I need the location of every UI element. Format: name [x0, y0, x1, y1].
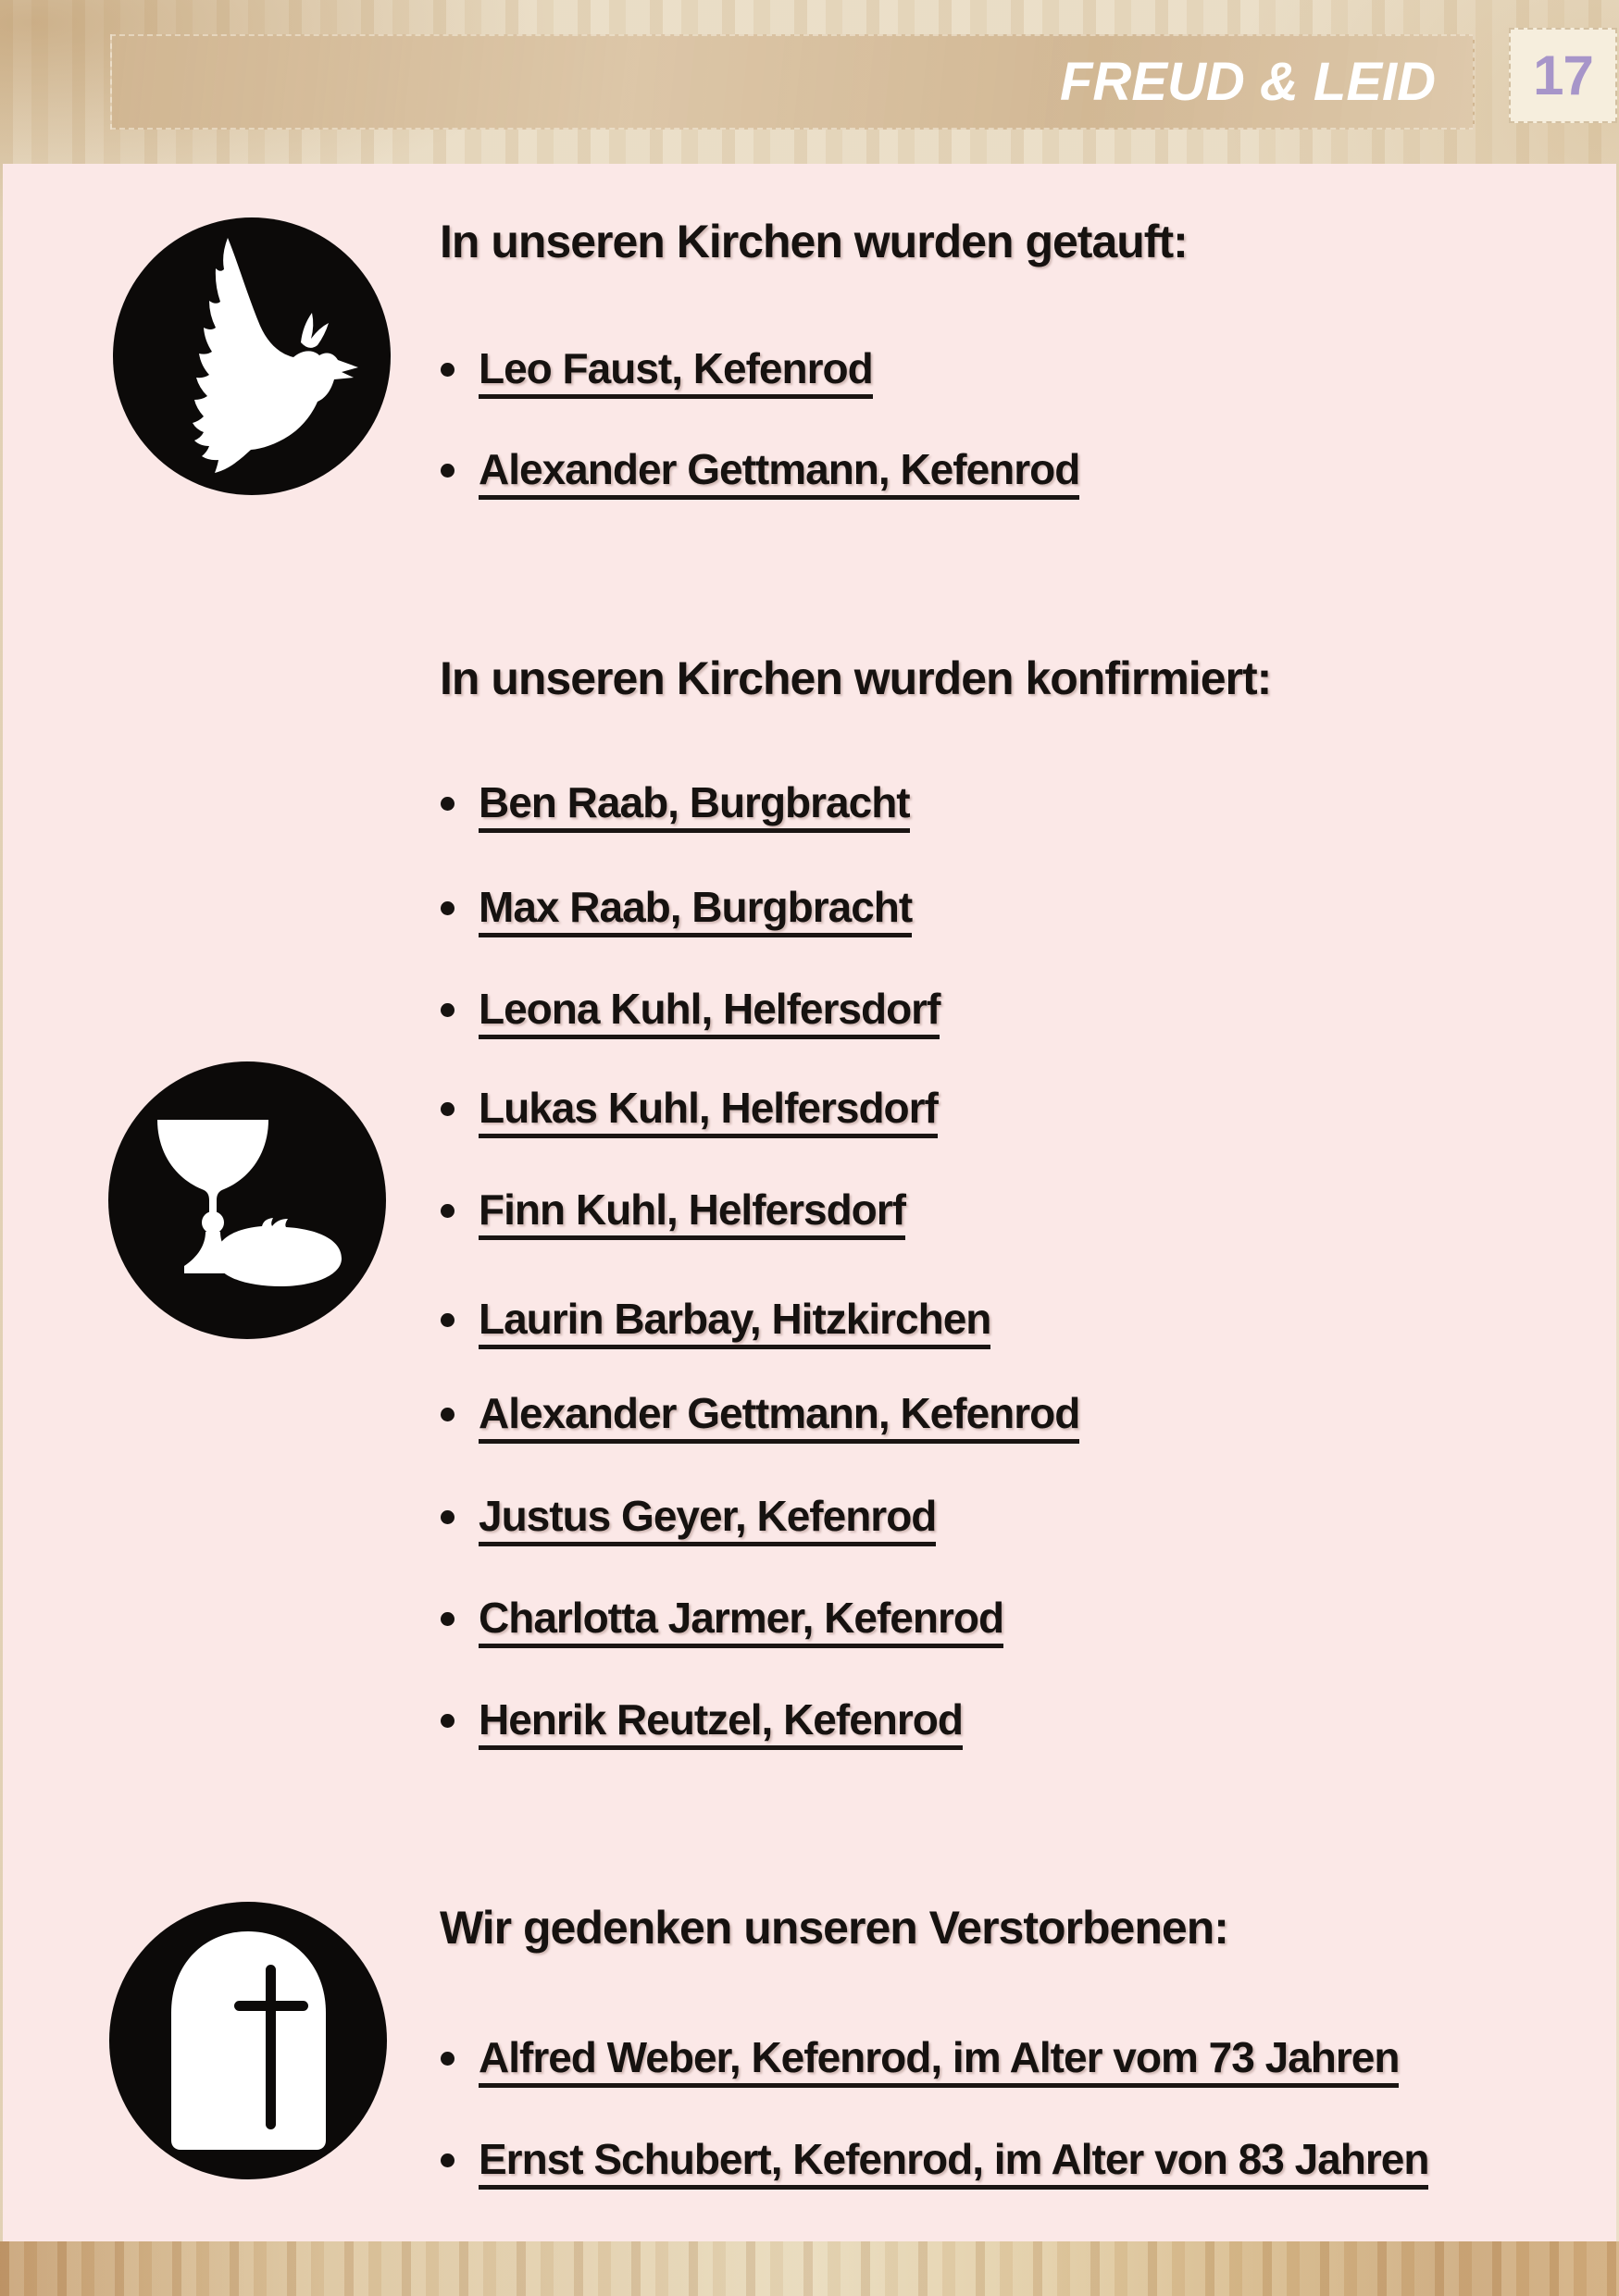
person-name: Alfred Weber, Kefenrod, im Alter vom 73 Jahren: [479, 2033, 1399, 2088]
bullet-icon: [441, 1714, 455, 1728]
bullet-icon: [441, 1313, 455, 1327]
header-bar: [110, 34, 1475, 130]
page-number-box: [1509, 28, 1617, 123]
person-name: Leo Faust, Kefenrod: [479, 344, 873, 399]
bullet-icon: [441, 1102, 455, 1116]
list-item: [441, 2033, 1399, 2088]
list-item: [441, 985, 940, 1039]
list-item: [441, 1389, 1079, 1444]
dove-icon: [113, 217, 391, 495]
bullet-icon: [441, 1204, 455, 1218]
list-item: [441, 1594, 1003, 1648]
list-item: [441, 1084, 938, 1138]
bullet-icon: [441, 1612, 455, 1626]
person-name: Ernst Schubert, Kefenrod, im Alter von 83 Jahren: [479, 2135, 1428, 2190]
bullet-icon: [441, 1510, 455, 1524]
section-heading-baptized: In unseren Kirchen wurden getauft:: [440, 216, 1188, 267]
bullet-icon: [441, 363, 455, 377]
person-name: Justus Geyer, Kefenrod: [479, 1492, 936, 1546]
list-item: [441, 1695, 963, 1750]
bullet-icon: [441, 2153, 455, 2167]
section-heading-confirmed: In unseren Kirchen wurden konfirmiert:: [440, 652, 1272, 704]
page-number: 17: [1533, 44, 1593, 106]
person-name: Charlotta Jarmer, Kefenrod: [479, 1594, 1003, 1648]
bullet-icon: [441, 464, 455, 478]
chalice-bread-icon-svg: [108, 1061, 386, 1339]
list-item: [441, 778, 910, 833]
list-item: [441, 445, 1079, 500]
tombstone-cross-icon: [109, 1902, 387, 2179]
page-header-title: FREUD & LEID: [1060, 52, 1436, 112]
bullet-icon: [441, 901, 455, 915]
tombstone-cross-icon-svg: [109, 1902, 387, 2179]
footer-strip: [0, 2241, 1619, 2296]
person-name: Henrik Reutzel, Kefenrod: [479, 1695, 963, 1750]
dove-icon-svg: [113, 217, 391, 495]
person-name: Finn Kuhl, Helfersdorf: [479, 1185, 905, 1240]
list-item: [441, 1185, 905, 1240]
bullet-icon: [441, 1003, 455, 1017]
person-name: Ben Raab, Burgbracht: [479, 778, 910, 833]
list-item: [441, 2135, 1428, 2190]
list-item: [441, 344, 873, 399]
bullet-icon: [441, 2052, 455, 2066]
person-name: Leona Kuhl, Helfersdorf: [479, 985, 940, 1039]
list-item: [441, 883, 912, 937]
list-item: [441, 1295, 990, 1349]
person-name: Lukas Kuhl, Helfersdorf: [479, 1084, 938, 1138]
person-name: Laurin Barbay, Hitzkirchen: [479, 1295, 990, 1349]
chalice-bread-icon: [108, 1061, 386, 1339]
person-name: Max Raab, Burgbracht: [479, 883, 912, 937]
section-heading-deceased: Wir gedenken unseren Verstorbenen:: [440, 1902, 1228, 1954]
person-name: Alexander Gettmann, Kefenrod: [479, 1389, 1079, 1444]
bullet-icon: [441, 797, 455, 811]
list-item: [441, 1492, 936, 1546]
person-name: Alexander Gettmann, Kefenrod: [479, 445, 1079, 500]
bullet-icon: [441, 1408, 455, 1421]
